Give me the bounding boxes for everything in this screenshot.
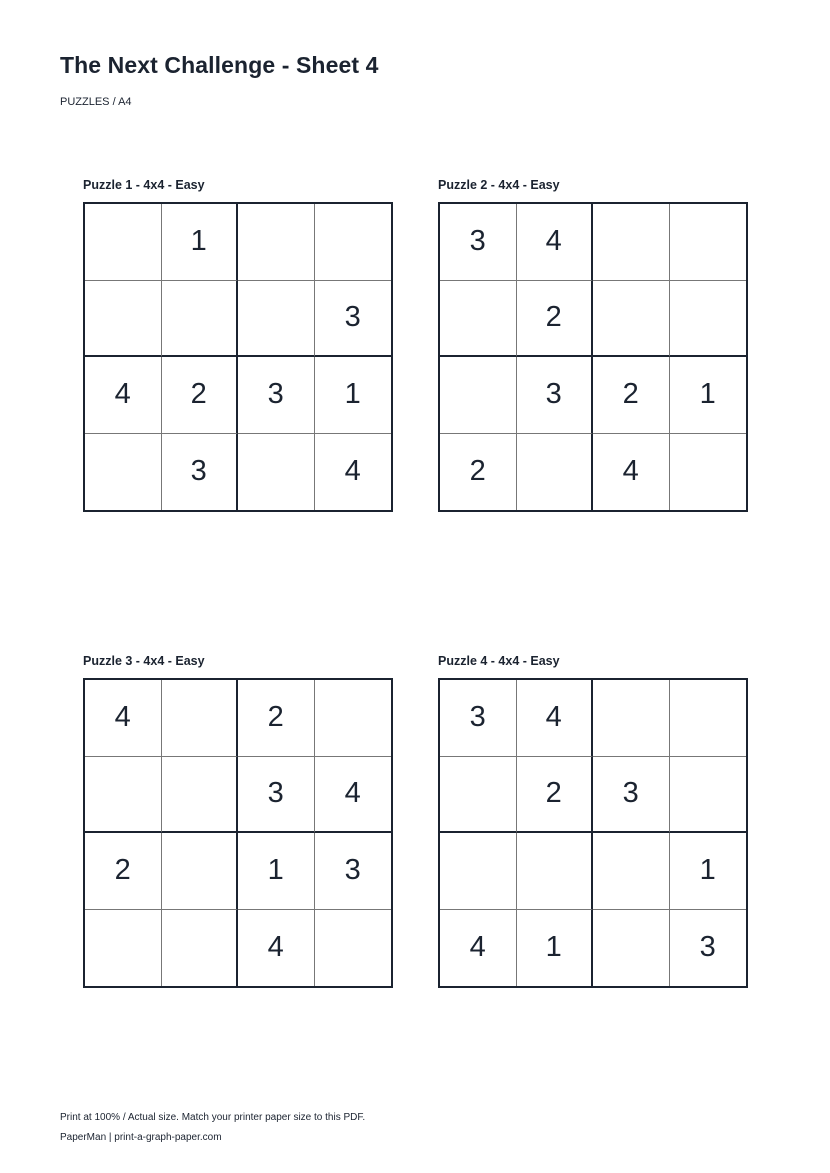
grid-cell	[85, 281, 162, 358]
grid-cell: 2	[85, 833, 162, 910]
grid-cell: 3	[162, 434, 239, 511]
grid-cell	[85, 910, 162, 987]
grid-cell	[440, 357, 517, 434]
puzzle-label: Puzzle 3 - 4x4 - Easy	[83, 654, 205, 668]
grid-cell: 4	[85, 357, 162, 434]
grid-cell	[593, 281, 670, 358]
grid-cell: 3	[593, 757, 670, 834]
grid-cell	[670, 434, 747, 511]
sudoku-grid	[83, 202, 393, 512]
grid-cell	[315, 680, 392, 757]
grid-cell	[238, 281, 315, 358]
grid-cell	[238, 204, 315, 281]
grid-cell	[670, 680, 747, 757]
grid-cell	[440, 757, 517, 834]
grid-cell	[85, 204, 162, 281]
site-credit: PaperMan | print-a-graph-paper.com	[60, 1132, 222, 1143]
grid-cell	[517, 434, 594, 511]
sudoku-grid	[438, 678, 748, 988]
grid-cell	[670, 204, 747, 281]
page-title: The Next Challenge - Sheet 4	[60, 52, 379, 78]
grid-cell: 4	[315, 757, 392, 834]
grid-cell: 4	[85, 680, 162, 757]
grid-cell: 2	[517, 281, 594, 358]
grid-cell: 2	[162, 357, 239, 434]
puzzle-label: Puzzle 4 - 4x4 - Easy	[438, 654, 560, 668]
grid-cell: 3	[315, 833, 392, 910]
grid-cell	[593, 680, 670, 757]
grid-cell: 4	[517, 204, 594, 281]
grid-cell	[440, 281, 517, 358]
grid-cell: 1	[670, 357, 747, 434]
grid-cell: 3	[315, 281, 392, 358]
grid-cell: 2	[517, 757, 594, 834]
page-subtitle: PUZZLES / A4	[60, 96, 132, 108]
grid-cell	[162, 910, 239, 987]
grid-cell	[440, 833, 517, 910]
grid-cell	[162, 757, 239, 834]
grid-cell: 3	[238, 757, 315, 834]
grid-cell	[517, 833, 594, 910]
grid-cell: 3	[238, 357, 315, 434]
grid-cell	[670, 757, 747, 834]
print-note: Print at 100% / Actual size. Match your printer paper size to this PDF.	[60, 1112, 366, 1123]
grid-cell: 2	[440, 434, 517, 511]
grid-cell: 1	[670, 833, 747, 910]
grid-cell	[162, 281, 239, 358]
puzzle-label: Puzzle 1 - 4x4 - Easy	[83, 178, 205, 192]
grid-cell: 2	[238, 680, 315, 757]
grid-cell	[85, 434, 162, 511]
sudoku-grid	[438, 202, 748, 512]
grid-cell: 1	[315, 357, 392, 434]
grid-cell	[593, 910, 670, 987]
grid-cell: 3	[517, 357, 594, 434]
grid-cell: 1	[517, 910, 594, 987]
grid-cell: 3	[440, 204, 517, 281]
grid-cell: 4	[517, 680, 594, 757]
grid-cell	[593, 204, 670, 281]
grid-cell	[238, 434, 315, 511]
grid-cell	[670, 281, 747, 358]
grid-cell	[593, 833, 670, 910]
grid-cell	[85, 757, 162, 834]
grid-cell: 4	[344, 455, 361, 488]
sudoku-grid	[83, 678, 393, 988]
grid-cell: 3	[699, 931, 716, 964]
puzzle-label: Puzzle 2 - 4x4 - Easy	[438, 178, 560, 192]
grid-cell	[162, 680, 239, 757]
grid-cell	[162, 833, 239, 910]
grid-cell: 4	[440, 910, 517, 987]
grid-cell: 2	[593, 357, 670, 434]
grid-cell	[315, 204, 392, 281]
grid-cell: 1	[162, 204, 239, 281]
grid-cell: 3	[440, 680, 517, 757]
grid-cell: 4	[238, 910, 315, 987]
grid-cell: 1	[238, 833, 315, 910]
grid-cell: 4	[593, 434, 670, 511]
grid-cell	[315, 910, 392, 987]
